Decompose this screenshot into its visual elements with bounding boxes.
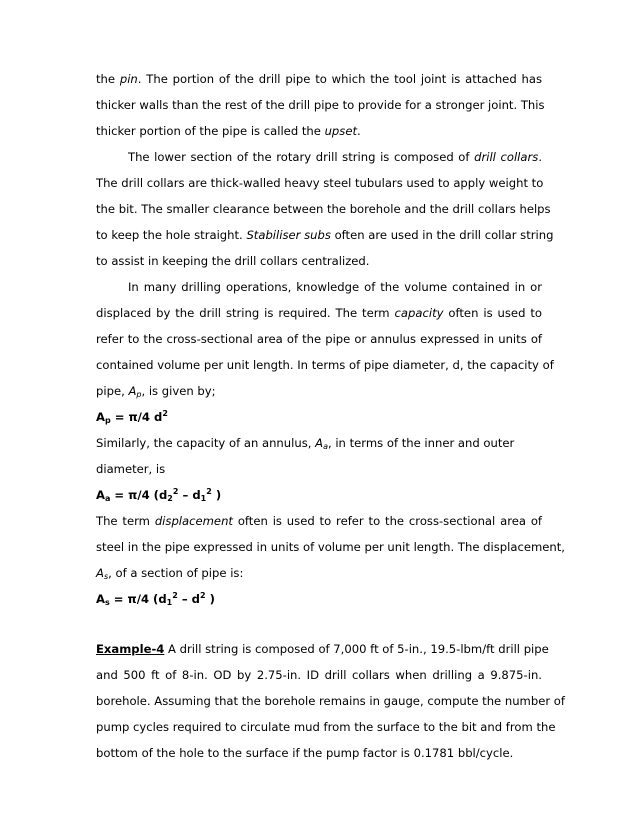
text-line: pump cycles required to circulate mud from the surface to the bit and from the bbox=[96, 720, 556, 734]
text-line: diameter, is bbox=[96, 462, 166, 476]
text-line: displaced by the drill string is required. The term capacity often is used to bbox=[96, 306, 542, 320]
text-line: steel in the pipe expressed in units of volume per unit length. The displacement, bbox=[96, 540, 565, 554]
equation-annulus-capacity: $A_a = \pi/4$ ($d_2^2 - d_1^2$ ) bbox=[96, 487, 222, 503]
text-line: In many drilling operations, knowledge of the volume contained in or bbox=[128, 280, 542, 294]
text-line: thicker portion of the pipe is called the upset. bbox=[96, 124, 361, 138]
text-line: the bit. The smaller clearance between the borehole and the drill collars helps bbox=[96, 202, 551, 216]
text-line: The drill collars are thick-walled heavy steel tubulars used to apply weight to bbox=[96, 176, 544, 190]
text-line: to keep the hole straight. Stabiliser subs often are used in the drill collar string bbox=[96, 228, 554, 242]
text-line: The term displacement often is used to refer to the cross-sectional area of bbox=[96, 514, 543, 528]
text-line: refer to the cross-sectional area of the pipe or annulus expressed in units of bbox=[96, 332, 542, 346]
text-line: and 500 ft of 8-in. OD by 2.75-in. ID drill collars when drilling a 9.875-in. bbox=[96, 668, 542, 682]
text-line: Similarly, the capacity of an annulus, $A_a$, in terms of the inner and outer bbox=[96, 436, 515, 451]
text-line: thicker walls than the rest of the drill pipe to provide for a stronger joint. This bbox=[96, 98, 545, 112]
text-line: to assist in keeping the drill collars centralized. bbox=[96, 254, 370, 268]
text-line: pipe, $A_p$, is given by; bbox=[96, 384, 216, 399]
text-line: borehole. Assuming that the borehole remains in gauge, compute the number of bbox=[96, 694, 565, 708]
equation-displacement: $A_s = \pi/4$ ($d_1^2 - d^2$ ) bbox=[96, 591, 215, 607]
text-line: $A_s$, of a section of pipe is: bbox=[96, 566, 244, 581]
text-line: bottom of the hole to the surface if the pump factor is 0.1781 bbl/cycle. bbox=[96, 746, 514, 760]
text-line: Example-4 A drill string is composed of 7,000 ft of 5-in., 19.5-lbm/ft drill pipe bbox=[96, 642, 549, 656]
text-line: contained volume per unit length. In terms of pipe diameter, d, the capacity of bbox=[96, 358, 554, 372]
equation-pipe-capacity: $A_p = \pi/4$ $d^2$ bbox=[96, 409, 168, 425]
text-line: The lower section of the rotary drill string is composed of drill collars. bbox=[128, 150, 543, 164]
text-line: the pin. The portion of the drill pipe to which the tool joint is attached has bbox=[96, 72, 542, 86]
example-label: Example-4 bbox=[96, 642, 165, 656]
